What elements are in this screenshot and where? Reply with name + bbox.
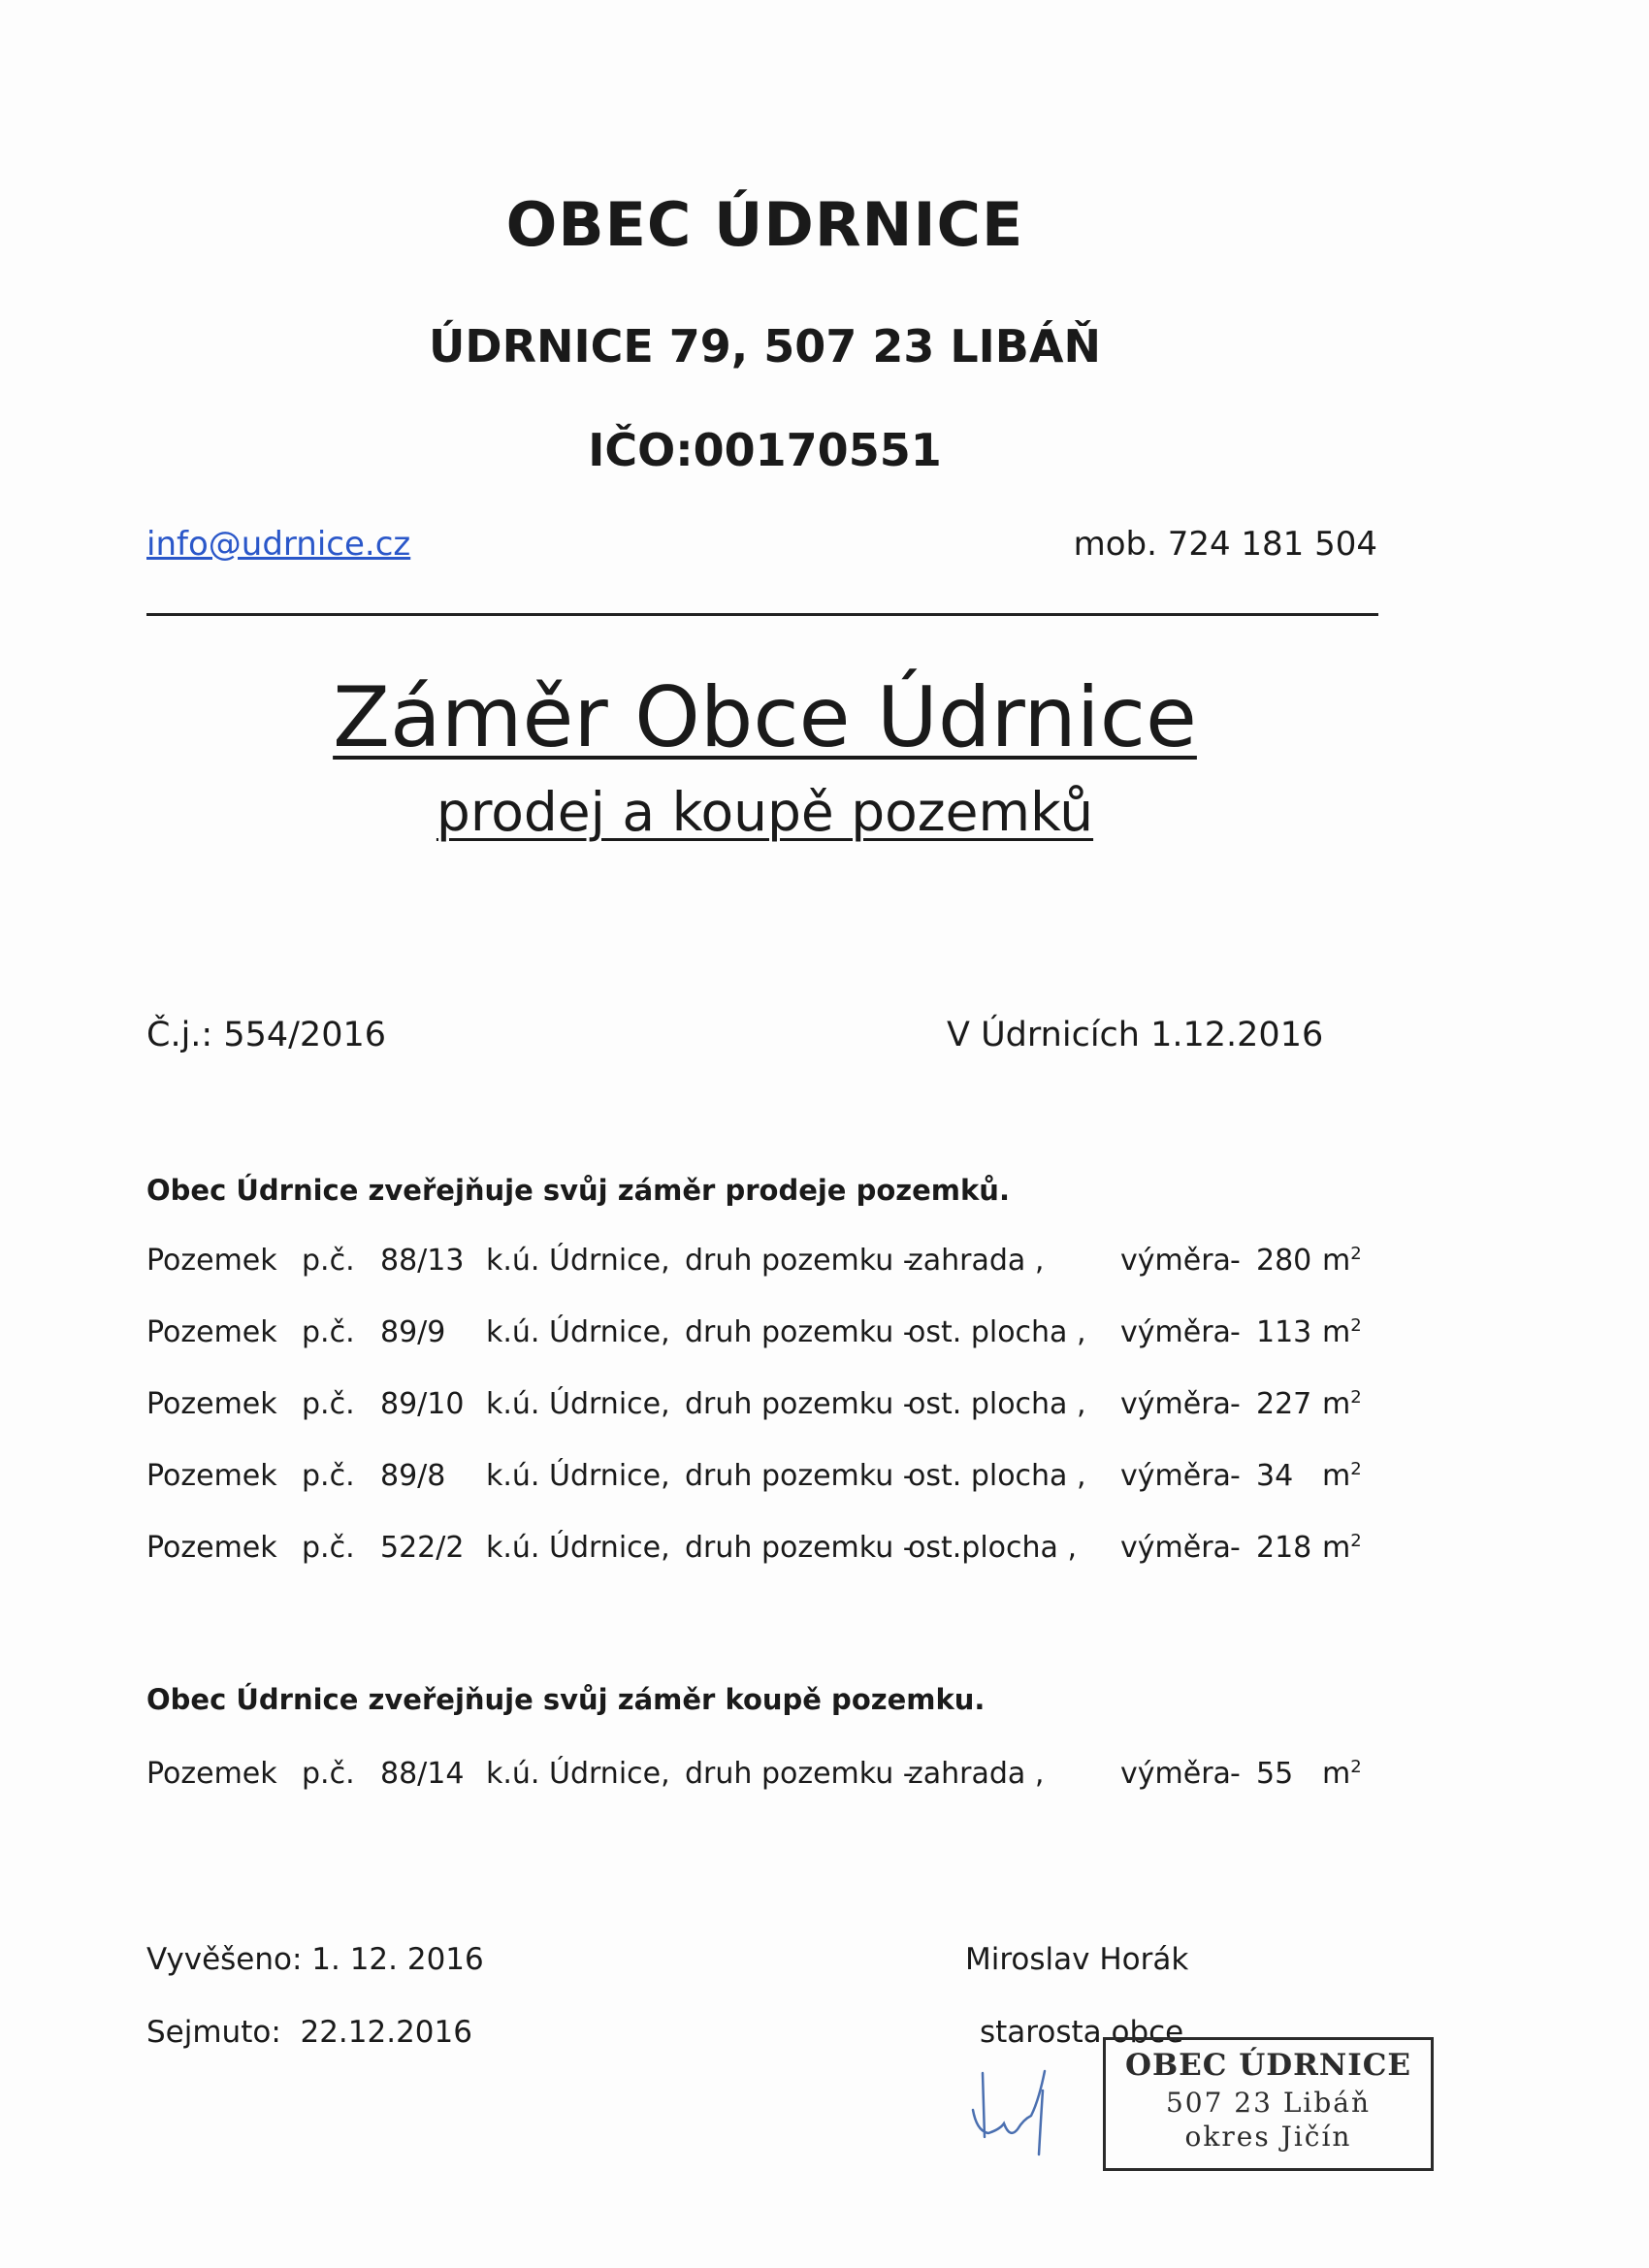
parcel-row [0, 1459, 1552, 1498]
area-dash: - [1230, 1757, 1241, 1791]
area-unit [1322, 1315, 1362, 1349]
area-unit-exponent: 2 [1350, 1757, 1362, 1777]
area-label: výměra [1120, 1315, 1231, 1349]
row-pc: p.č. [302, 1387, 355, 1421]
area-unit [1322, 1757, 1362, 1791]
signature-image [955, 2061, 1072, 2168]
land-type: ost. plocha , [908, 1387, 1086, 1421]
parcel-number: 88/14 [380, 1757, 465, 1791]
stamp-line-2: 507 23 Libáň [1165, 2087, 1372, 2119]
parcel-row [0, 1315, 1552, 1354]
area-dash: - [1230, 1315, 1241, 1349]
cadastral-area: k.ú. Údrnice, [486, 1244, 670, 1278]
parcel-number: 89/8 [380, 1459, 446, 1493]
mobile-number: mob. 724 181 504 [1073, 525, 1377, 564]
area-unit [1322, 1244, 1362, 1278]
row-label: Pozemek [146, 1244, 277, 1278]
land-type: zahrada , [908, 1244, 1045, 1278]
email-link[interactable]: info@udrnice.cz [146, 525, 411, 564]
signatory-role: starosta obce [980, 2015, 1184, 2050]
area-unit-exponent: 2 [1350, 1459, 1362, 1479]
area-value: 280 [1256, 1244, 1312, 1278]
document-subtitle: prodej a koupě pozemků [436, 781, 1094, 843]
row-pc: p.č. [302, 1244, 355, 1278]
sale-heading: Obec Údrnice zveřejňuje svůj záměr prodeje pozemků. [146, 1174, 1010, 1207]
cadastral-area: k.ú. Údrnice, [486, 1459, 670, 1493]
area-unit-base: m [1322, 1757, 1351, 1791]
row-label: Pozemek [146, 1757, 277, 1791]
land-type: zahrada , [908, 1757, 1045, 1791]
row-pc: p.č. [302, 1459, 355, 1493]
parcel-row [0, 1387, 1552, 1426]
land-type-label: druh pozemku - [685, 1244, 914, 1278]
parcel-row [0, 1757, 1552, 1796]
purchase-heading: Obec Údrnice zveřejňuje svůj záměr koupě pozemku. [146, 1683, 986, 1716]
parcel-number: 89/9 [380, 1315, 446, 1349]
area-value: 113 [1256, 1315, 1312, 1349]
area-unit-base: m [1322, 1387, 1351, 1421]
area-value: 55 [1256, 1757, 1294, 1791]
area-unit-exponent: 2 [1350, 1315, 1362, 1336]
document-title: Záměr Obce Údrnice [333, 669, 1197, 766]
posted-date: Vyvěšeno: 1. 12. 2016 [146, 1942, 484, 1977]
stamp-line-3: okres Jičín [1184, 2121, 1352, 2153]
area-dash: - [1230, 1387, 1241, 1421]
stamp-line-1: OBEC ÚDRNICE [1124, 2048, 1412, 2083]
row-label: Pozemek [146, 1315, 277, 1349]
area-unit-base: m [1322, 1531, 1351, 1565]
row-pc: p.č. [302, 1531, 355, 1565]
parcel-row [0, 1244, 1552, 1282]
area-unit [1322, 1459, 1362, 1493]
area-dash: - [1230, 1459, 1241, 1493]
row-label: Pozemek [146, 1387, 277, 1421]
parcel-number: 89/10 [380, 1387, 465, 1421]
area-dash: - [1230, 1531, 1241, 1565]
place-date: V Údrnicích 1.12.2016 [947, 1016, 1324, 1054]
reference-number: Č.j.: 554/2016 [146, 1016, 386, 1054]
row-pc: p.č. [302, 1757, 355, 1791]
area-unit-exponent: 2 [1350, 1244, 1362, 1264]
area-label: výměra [1120, 1459, 1231, 1493]
cadastral-area: k.ú. Údrnice, [486, 1757, 670, 1791]
cadastral-area: k.ú. Údrnice, [486, 1387, 670, 1421]
land-type-label: druh pozemku - [685, 1757, 914, 1791]
area-label: výměra [1120, 1387, 1231, 1421]
signatory-name: Miroslav Horák [965, 1942, 1189, 1977]
land-type: ost. plocha , [908, 1459, 1086, 1493]
org-name: OBEC ÚDRNICE [505, 189, 1024, 260]
parcel-number: 88/13 [380, 1244, 465, 1278]
land-type: ost. plocha , [908, 1315, 1086, 1349]
land-type-label: druh pozemku - [685, 1459, 914, 1493]
removed-date: Sejmuto: 22.12.2016 [146, 2015, 472, 2050]
parcel-row [0, 1531, 1552, 1570]
land-type-label: druh pozemku - [685, 1315, 914, 1349]
cadastral-area: k.ú. Údrnice, [486, 1315, 670, 1349]
org-ico: IČO:00170551 [588, 424, 942, 476]
row-label: Pozemek [146, 1459, 277, 1493]
area-unit [1322, 1387, 1362, 1421]
area-unit-exponent: 2 [1350, 1387, 1362, 1408]
header-divider [146, 613, 1378, 616]
land-type-label: druh pozemku - [685, 1531, 914, 1565]
org-address: ÚDRNICE 79, 507 23 LIBÁŇ [429, 320, 1101, 373]
area-dash: - [1230, 1244, 1241, 1278]
area-label: výměra [1120, 1757, 1231, 1791]
row-label: Pozemek [146, 1531, 277, 1565]
area-value: 227 [1256, 1387, 1312, 1421]
parcel-number: 522/2 [380, 1531, 465, 1565]
area-unit-base: m [1322, 1315, 1351, 1349]
cadastral-area: k.ú. Údrnice, [486, 1531, 670, 1565]
official-stamp [1103, 2037, 1434, 2171]
area-unit-base: m [1322, 1459, 1351, 1493]
area-unit [1322, 1531, 1362, 1565]
area-value: 218 [1256, 1531, 1312, 1565]
area-label: výměra [1120, 1244, 1231, 1278]
area-unit-base: m [1322, 1244, 1351, 1278]
land-type-label: druh pozemku - [685, 1387, 914, 1421]
land-type: ost.plocha , [908, 1531, 1077, 1565]
row-pc: p.č. [302, 1315, 355, 1349]
area-unit-exponent: 2 [1350, 1531, 1362, 1551]
area-label: výměra [1120, 1531, 1231, 1565]
area-value: 34 [1256, 1459, 1294, 1493]
